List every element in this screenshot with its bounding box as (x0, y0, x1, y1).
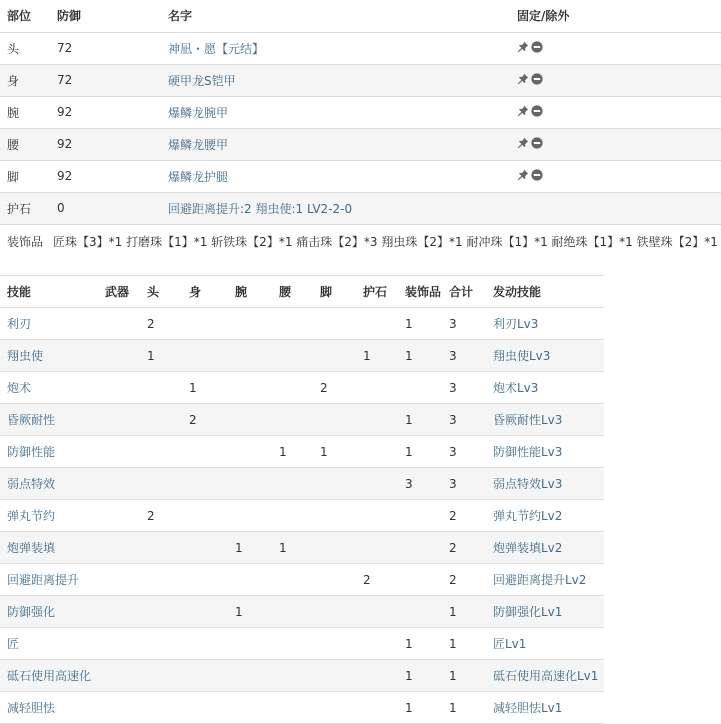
skills-header-9: 合计 (442, 276, 486, 308)
defense-cell: 92 (50, 160, 161, 192)
skill-points-cell (98, 404, 140, 436)
skill-points-cell (98, 692, 140, 724)
skill-points-cell (182, 308, 228, 340)
skill-row (0, 692, 604, 724)
pin-icon[interactable] (517, 169, 529, 181)
skill-name-cell (0, 532, 98, 564)
skill-name-cell (0, 564, 98, 596)
skill-points-cell (228, 404, 272, 436)
skill-points-cell (98, 500, 140, 532)
skill-row (0, 532, 604, 564)
skill-points-cell: 3 (442, 372, 486, 404)
skill-points-cell (356, 436, 398, 468)
activated-skill-link[interactable]: 昏厥耐性Lv3 (493, 413, 563, 427)
armor-name-link[interactable]: 神凪・愿【元结】 (168, 41, 265, 56)
activated-skill-cell (486, 468, 604, 500)
skill-points-cell: 3 (442, 340, 486, 372)
activated-skill-link[interactable]: 弱点特效Lv3 (493, 477, 563, 491)
skill-name-cell (0, 660, 98, 692)
skill-points-cell: 3 (442, 404, 486, 436)
armor-name-cell (161, 192, 510, 224)
skill-points-cell (182, 564, 228, 596)
skill-points-cell: 2 (140, 500, 182, 532)
skill-points-cell (228, 660, 272, 692)
activated-skill-link[interactable]: 匠Lv1 (493, 637, 527, 651)
skill-points-cell: 1 (272, 532, 313, 564)
fix-exclude-cell (510, 128, 721, 160)
activated-skill-cell (486, 372, 604, 404)
pin-icon[interactable] (517, 137, 529, 149)
skill-points-cell: 1 (398, 628, 442, 660)
skills-header-2: 头 (140, 276, 182, 308)
skill-points-cell (356, 468, 398, 500)
skill-points-cell: 1 (398, 340, 442, 372)
header-fix-exclude: 固定/除外 (517, 9, 570, 24)
skill-points-cell (313, 404, 356, 436)
decorations-row (7, 232, 718, 252)
activated-skill-link[interactable]: 弹丸节约Lv2 (493, 509, 563, 523)
skill-name-link[interactable]: 回避距离提升 (7, 573, 80, 587)
skill-points-cell (228, 468, 272, 500)
skill-points-cell (398, 500, 442, 532)
slot-cell: 腕 (0, 96, 50, 128)
armor-name-link[interactable]: 爆鳞龙护腿 (168, 169, 229, 184)
activated-skill-cell (486, 564, 604, 596)
skill-points-cell (272, 692, 313, 724)
equipment-table (0, 0, 721, 225)
skill-points-cell (98, 628, 140, 660)
skill-points-cell: 3 (398, 468, 442, 500)
skill-points-cell (228, 692, 272, 724)
activated-skill-cell (486, 340, 604, 372)
skill-name-cell (0, 404, 98, 436)
skill-points-cell: 1 (182, 372, 228, 404)
activated-skill-link[interactable]: 利刃Lv3 (493, 317, 539, 331)
slot-cell: 头 (0, 32, 50, 64)
skill-points-cell: 2 (140, 308, 182, 340)
slot-cell: 护石 (0, 192, 50, 224)
defense-cell: 92 (50, 96, 161, 128)
equipment-row (0, 160, 721, 192)
skill-points-cell (313, 628, 356, 660)
skill-points-cell (272, 340, 313, 372)
skill-name-cell (0, 372, 98, 404)
skill-points-cell (182, 628, 228, 660)
equipment-row (0, 32, 721, 64)
activated-skill-cell (486, 404, 604, 436)
skill-points-cell (272, 372, 313, 404)
skill-row (0, 308, 604, 340)
skill-points-cell: 1 (228, 532, 272, 564)
skill-points-cell (140, 436, 182, 468)
skill-points-cell (140, 660, 182, 692)
skill-points-cell (98, 596, 140, 628)
skill-points-cell (98, 340, 140, 372)
skill-points-cell: 1 (398, 308, 442, 340)
skill-points-cell (228, 308, 272, 340)
skill-points-cell (98, 468, 140, 500)
activated-skill-cell (486, 308, 604, 340)
skill-row (0, 500, 604, 532)
skill-name-link[interactable]: 炮弹装填 (7, 541, 56, 555)
skill-points-cell: 1 (272, 436, 313, 468)
skill-name-link[interactable]: 炮术 (7, 381, 32, 395)
skill-points-cell (140, 596, 182, 628)
skill-points-cell: 1 (442, 660, 486, 692)
equipment-header-row (0, 0, 721, 32)
skill-points-cell (356, 628, 398, 660)
skill-points-cell: 2 (442, 564, 486, 596)
skill-points-cell (272, 468, 313, 500)
skill-points-cell (356, 532, 398, 564)
armor-name-link[interactable]: 爆鳞龙腕甲 (168, 105, 229, 120)
skill-points-cell (140, 692, 182, 724)
slot-cell: 腰 (0, 128, 50, 160)
activated-skill-link[interactable]: 防御强化Lv1 (493, 605, 563, 619)
armor-name-link[interactable]: 回避距离提升:2 翔虫使:1 LV2-2-0 (168, 201, 353, 216)
skill-points-cell: 2 (442, 532, 486, 564)
skill-points-cell: 1 (442, 596, 486, 628)
skill-points-cell: 3 (442, 308, 486, 340)
skill-name-link[interactable]: 减轻胆怯 (7, 701, 56, 715)
skill-points-cell (272, 308, 313, 340)
slot-cell: 脚 (0, 160, 50, 192)
activated-skill-link[interactable]: 回避距离提升Lv2 (493, 573, 587, 587)
skill-name-link[interactable]: 弹丸节约 (7, 509, 56, 523)
skill-points-cell (313, 308, 356, 340)
defense-cell: 72 (50, 64, 161, 96)
activated-skill-link[interactable]: 砥石使用高速化Lv1 (493, 669, 599, 683)
skill-points-cell (272, 596, 313, 628)
skill-points-cell: 2 (356, 564, 398, 596)
skill-points-cell (140, 468, 182, 500)
decorations-label: 装饰品 (7, 235, 44, 249)
skill-points-cell (140, 404, 182, 436)
skill-name-link[interactable]: 昏厥耐性 (7, 413, 56, 427)
equipment-row (0, 64, 721, 96)
minus-circle-icon[interactable] (531, 73, 543, 85)
skill-points-cell (272, 500, 313, 532)
skill-points-cell (313, 660, 356, 692)
skill-name-link[interactable]: 利刃 (7, 317, 32, 331)
skills-header-10: 发动技能 (486, 276, 604, 308)
activated-skill-cell (486, 692, 604, 724)
skill-points-cell (140, 564, 182, 596)
skill-row (0, 340, 604, 372)
skill-name-cell (0, 692, 98, 724)
pin-icon[interactable] (517, 41, 529, 53)
header-defense: 防御 (57, 9, 82, 24)
equipment-row (0, 96, 721, 128)
minus-circle-icon[interactable] (531, 105, 543, 117)
skill-points-cell (182, 340, 228, 372)
skill-row (0, 564, 604, 596)
skill-points-cell (228, 340, 272, 372)
skill-points-cell (313, 468, 356, 500)
armor-name-cell (161, 96, 510, 128)
skill-points-cell (228, 436, 272, 468)
defense-cell: 72 (50, 32, 161, 64)
equipment-row (0, 128, 721, 160)
pin-icon[interactable] (517, 73, 529, 85)
skill-points-cell (356, 500, 398, 532)
skill-name-cell (0, 628, 98, 660)
armor-name-cell (161, 64, 510, 96)
defense-cell: 0 (50, 192, 161, 224)
header-slot: 部位 (7, 9, 32, 24)
skill-points-cell (182, 500, 228, 532)
skill-points-cell (272, 404, 313, 436)
equipment-row (0, 192, 721, 224)
skill-points-cell (356, 596, 398, 628)
skill-points-cell: 1 (398, 692, 442, 724)
skill-name-cell (0, 308, 98, 340)
armor-name-cell (161, 160, 510, 192)
fix-exclude-cell (510, 32, 721, 64)
activated-skill-cell (486, 660, 604, 692)
skill-points-cell: 3 (442, 436, 486, 468)
armor-name-cell (161, 32, 510, 64)
activated-skill-link[interactable]: 炮弹装填Lv2 (493, 541, 563, 555)
skill-name-link[interactable]: 匠 (7, 637, 20, 651)
skill-points-cell (182, 596, 228, 628)
skill-points-cell (140, 372, 182, 404)
skill-points-cell (398, 596, 442, 628)
skill-points-cell (356, 660, 398, 692)
skill-points-cell (313, 564, 356, 596)
skill-points-cell: 1 (442, 692, 486, 724)
minus-circle-icon[interactable] (531, 41, 543, 53)
skill-points-cell: 1 (228, 596, 272, 628)
skill-points-cell: 1 (442, 628, 486, 660)
skill-points-cell (356, 372, 398, 404)
skill-points-cell: 1 (398, 404, 442, 436)
skill-points-cell (272, 660, 313, 692)
activated-skill-cell (486, 436, 604, 468)
skill-row (0, 436, 604, 468)
skill-row (0, 404, 604, 436)
skills-header-0: 技能 (0, 276, 98, 308)
skill-points-cell (182, 660, 228, 692)
skill-points-cell (313, 500, 356, 532)
armor-name-link[interactable]: 硬甲龙S铠甲 (168, 73, 236, 88)
skill-points-cell: 2 (442, 500, 486, 532)
skill-row (0, 468, 604, 500)
skills-header-5: 腰 (272, 276, 313, 308)
skill-points-cell (356, 404, 398, 436)
skill-points-cell (98, 532, 140, 564)
skill-points-cell (272, 628, 313, 660)
skill-points-cell (228, 500, 272, 532)
skill-points-cell: 1 (398, 660, 442, 692)
fix-exclude-cell (510, 64, 721, 96)
skill-points-cell (313, 532, 356, 564)
pin-icon[interactable] (517, 105, 529, 117)
skill-points-cell (98, 372, 140, 404)
skill-points-cell (313, 340, 356, 372)
activated-skill-cell (486, 532, 604, 564)
skill-name-cell (0, 436, 98, 468)
skill-points-cell: 1 (356, 340, 398, 372)
armor-name-cell (161, 128, 510, 160)
skill-points-cell: 1 (313, 436, 356, 468)
skills-table (0, 275, 604, 724)
skill-name-cell (0, 340, 98, 372)
fix-exclude-cell (510, 160, 721, 192)
skills-header-7: 护石 (356, 276, 398, 308)
skills-header-6: 脚 (313, 276, 356, 308)
skill-points-cell (228, 564, 272, 596)
skill-points-cell: 1 (398, 436, 442, 468)
skills-header-row (0, 276, 604, 308)
header-name: 名字 (168, 9, 193, 24)
fix-exclude-cell (510, 192, 721, 224)
activated-skill-cell (486, 628, 604, 660)
skill-points-cell (182, 692, 228, 724)
skill-points-cell: 1 (140, 340, 182, 372)
activated-skill-link[interactable]: 防御性能Lv3 (493, 445, 563, 459)
skills-header-4: 腕 (228, 276, 272, 308)
slot-cell: 身 (0, 64, 50, 96)
skill-points-cell (98, 564, 140, 596)
skill-points-cell (398, 372, 442, 404)
activated-skill-cell (486, 500, 604, 532)
skill-name-cell (0, 500, 98, 532)
skill-points-cell (140, 628, 182, 660)
skill-name-cell (0, 596, 98, 628)
skill-points-cell (182, 468, 228, 500)
skill-name-link[interactable]: 弱点特效 (7, 477, 56, 491)
skill-row (0, 628, 604, 660)
skill-points-cell: 2 (313, 372, 356, 404)
skills-header-8: 装饰品 (398, 276, 442, 308)
skill-points-cell (98, 436, 140, 468)
skill-row (0, 660, 604, 692)
skill-row (0, 596, 604, 628)
minus-circle-icon[interactable] (531, 169, 543, 181)
skill-points-cell (228, 372, 272, 404)
skill-name-link[interactable]: 砥石使用高速化 (7, 669, 92, 683)
activated-skill-link[interactable]: 翔虫使Lv3 (493, 349, 551, 363)
skill-name-link[interactable]: 防御性能 (7, 445, 56, 459)
skill-points-cell (98, 660, 140, 692)
activated-skill-cell (486, 596, 604, 628)
minus-circle-icon[interactable] (531, 137, 543, 149)
skill-points-cell (356, 308, 398, 340)
skill-points-cell (313, 596, 356, 628)
skills-header-1: 武器 (98, 276, 140, 308)
skill-name-cell (0, 468, 98, 500)
skill-points-cell: 2 (182, 404, 228, 436)
fix-exclude-cell (510, 96, 721, 128)
skills-header-3: 身 (182, 276, 228, 308)
skill-points-cell (182, 436, 228, 468)
skill-points-cell (313, 692, 356, 724)
defense-cell: 92 (50, 128, 161, 160)
activated-skill-link[interactable]: 炮术Lv3 (493, 381, 539, 395)
skill-name-link[interactable]: 防御强化 (7, 605, 56, 619)
skill-points-cell: 3 (442, 468, 486, 500)
skill-points-cell (398, 532, 442, 564)
activated-skill-link[interactable]: 减轻胆怯Lv1 (493, 701, 563, 715)
skill-points-cell (228, 628, 272, 660)
skill-points-cell (98, 308, 140, 340)
skill-row (0, 372, 604, 404)
skill-points-cell (182, 532, 228, 564)
skill-name-link[interactable]: 翔虫使 (7, 349, 44, 363)
skill-points-cell (398, 564, 442, 596)
decorations-list: 匠珠【3】*1 打磨珠【1】*1 斩铁珠【2】*1 痛击珠【2】*3 翔虫珠【2】*1 耐冲珠【1】*1 耐绝珠【1】*1 铁壁珠【2】*1 (53, 235, 718, 249)
skill-points-cell (356, 692, 398, 724)
skill-points-cell (140, 532, 182, 564)
armor-name-link[interactable]: 爆鳞龙腰甲 (168, 137, 229, 152)
skill-points-cell (272, 564, 313, 596)
